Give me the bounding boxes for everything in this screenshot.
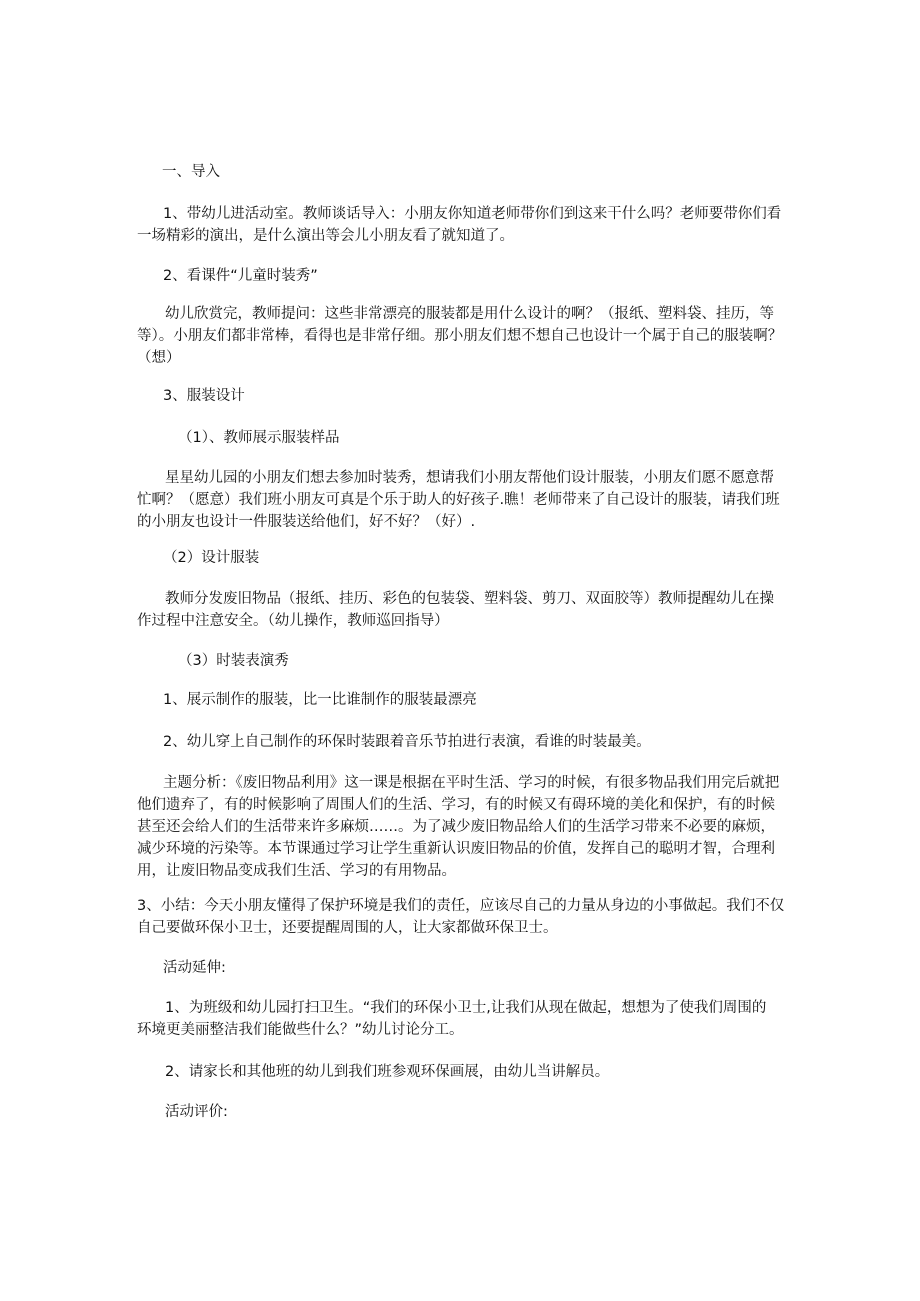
paragraph-invite-parents [0, 1061, 920, 1083]
text-line: 他们遗弃了，有的时候影响了周围人们的生活、学习，有的时候又有碍环境的美化和保护，有的时候 [137, 797, 775, 813]
text-line: 2、请家长和其他班的幼儿到我们班参观环保画展，由幼儿当讲解员。 [165, 1064, 610, 1080]
text-line: 活动延伸: [163, 960, 226, 976]
paragraph-display-clothes [0, 689, 920, 711]
paragraph-cleaning [0, 997, 920, 1041]
text-line: 忙啊？（愿意）我们班小朋友可真是个乐于助人的好孩子.瞧！老师带来了自己设计的服装，请我们班 [137, 492, 780, 508]
paragraph-appreciation [0, 303, 920, 369]
paragraph-summary [0, 895, 920, 939]
section-heading-design [0, 385, 920, 407]
paragraph-distribute-materials [0, 588, 920, 632]
text-line: 作过程中注意安全。（幼儿操作，教师巡回指导） [137, 613, 449, 629]
text-line: 2、幼儿穿上自己制作的环保时装跟着音乐节拍进行表演，看谁的时装最美。 [163, 734, 651, 750]
paragraph-fashion-show-invite [0, 467, 920, 533]
text-line: 甚至还会给人们的生活带来许多麻烦……。为了减少废旧物品给人们的生活学习带来不必要的麻烦， [137, 819, 775, 835]
paragraph-enter-room [0, 203, 920, 247]
paragraph-topic-analysis [0, 772, 920, 882]
text-line: 等）。小朋友们都非常棒，看得也是非常仔细。那小朋友们想不想自己也设计一个属于自己的服装啊？ [137, 328, 783, 344]
text-line: 用，让废旧物品变成我们生活、学习的有用物品。 [137, 863, 456, 879]
text-line: 1、带幼儿进活动室。教师谈话导入：小朋友你知道老师带你们到这来干什么吗？老师要带你们看 [163, 206, 782, 222]
subsection-heading-design-clothes [0, 547, 920, 569]
section-heading-evaluation [0, 1101, 920, 1123]
text-line: 1、为班级和幼儿园打扫卫生。“我们的环保小卫士,让我们从现在做起，想想为了使我们周围的 [165, 1000, 767, 1016]
text-line: （3）时装表演秀 [178, 653, 289, 669]
paragraph-courseware [0, 265, 920, 287]
text-line: （想） [137, 350, 181, 366]
text-line: 自己要做环保小卫士，还要提醒周围的人，让大家都做环保卫士。 [137, 920, 558, 936]
text-line: 幼儿欣赏完，教师提问：这些非常漂亮的服装都是用什么设计的啊？（报纸、塑料袋、挂历，等 [165, 306, 774, 322]
paragraph-perform [0, 731, 920, 753]
text-line: 3、服装设计 [163, 388, 245, 404]
subsection-heading-show [0, 650, 920, 672]
text-line: 环境更美丽整洁我们能做些什么？”幼儿讨论分工。 [137, 1022, 464, 1038]
text-line: 的小朋友也设计一件服装送给他们，好不好？（好）. [137, 514, 476, 530]
section-heading-extension [0, 957, 920, 979]
text-line: 减少环境的污染等。本节课通过学习让学生重新认识废旧物品的价值，发挥自己的聪明才智，合理利 [137, 841, 775, 857]
text-line: 星星幼儿园的小朋友们想去参加时装秀，想请我们小朋友帮他们设计服装，小朋友们愿不愿意帮 [165, 470, 774, 486]
text-line: 一场精彩的演出，是什么演出等会儿小朋友看了就知道了。 [137, 228, 514, 244]
text-line: （1）、教师展示服装样品 [178, 430, 340, 446]
text-line: 活动评价: [165, 1104, 228, 1120]
text-line: 2、看课件“儿童时装秀” [163, 268, 318, 284]
text-line: 主题分析：《废旧物品利用》这一课是根据在平时生活、学习的时候，有很多物品我们用完后就把 [163, 775, 780, 791]
text-line: 3、小结：今天小朋友懂得了保护环境是我们的责任，应该尽自己的力量从身边的小事做起。我们不仅 [137, 898, 785, 914]
section-heading-intro [0, 161, 920, 183]
text-line: 教师分发废旧物品（报纸、挂历、彩色的包装袋、塑料袋、剪刀、双面胶等）教师提醒幼儿在操 [165, 591, 774, 607]
subsection-heading-samples [0, 427, 920, 449]
text-line: （2）设计服装 [163, 550, 260, 566]
text-line: 一、导入 [162, 164, 220, 180]
text-line: 1、展示制作的服装，比一比谁制作的服装最漂亮 [163, 692, 477, 708]
